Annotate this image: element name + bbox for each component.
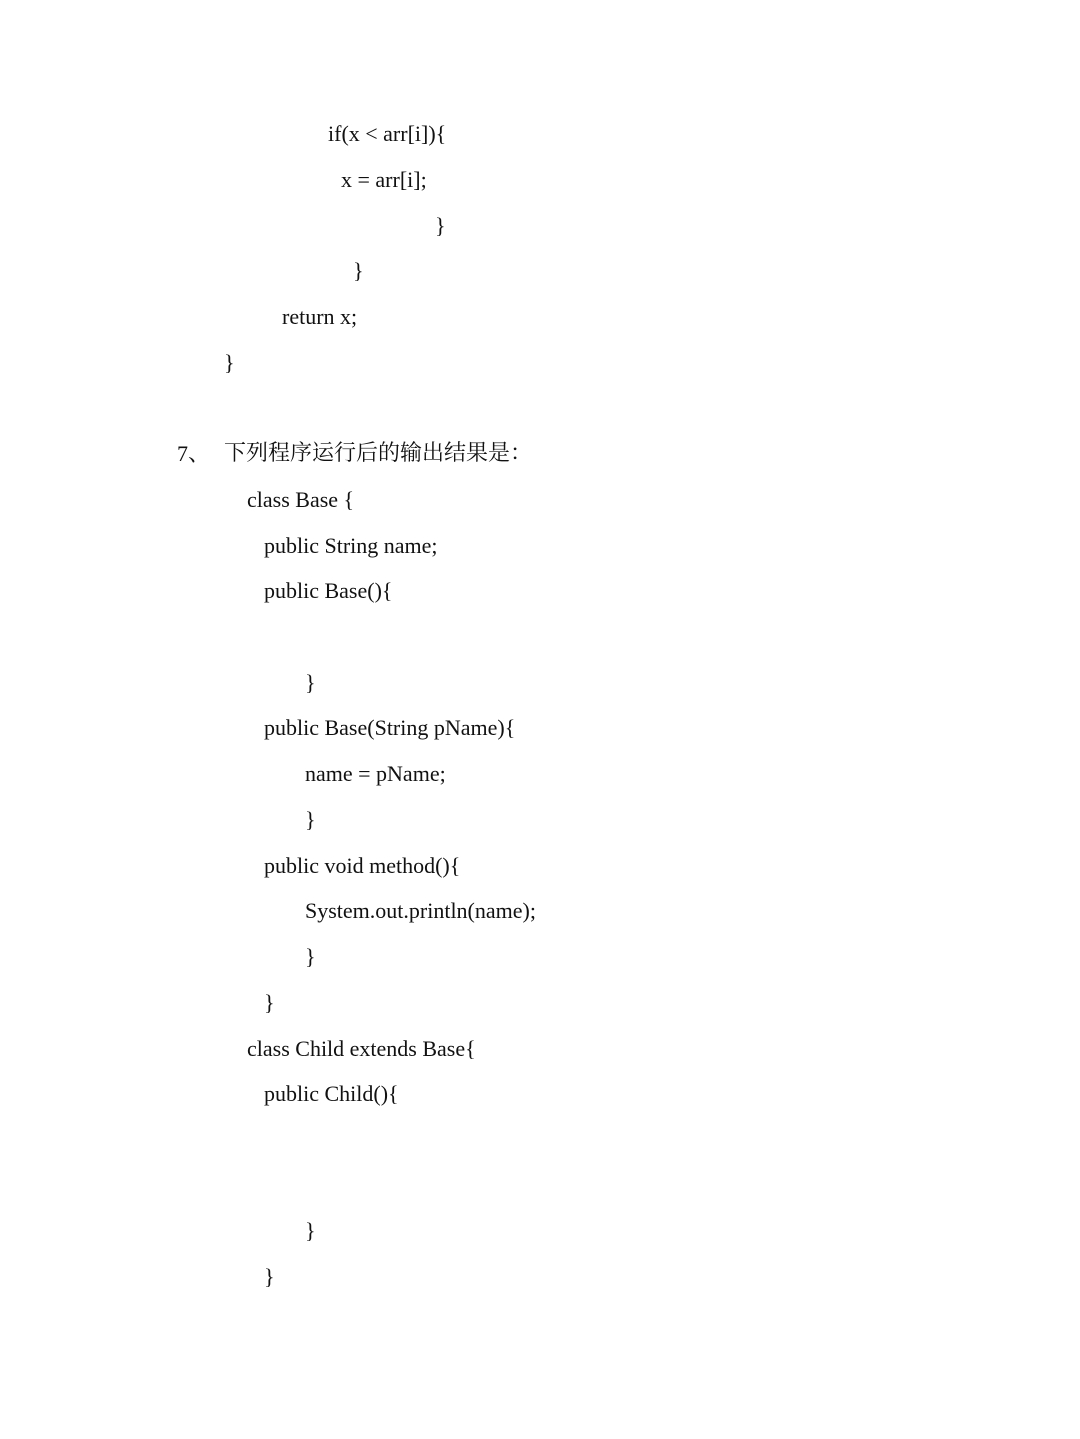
- code-line: class Child extends Base{: [247, 1036, 476, 1061]
- code-line: }: [224, 350, 235, 375]
- code-line: }: [264, 990, 275, 1015]
- code-line: return x;: [282, 304, 358, 329]
- code-line: System.out.println(name);: [305, 898, 536, 923]
- code-line: name = pName;: [305, 761, 446, 786]
- code-line: x = arr[i];: [341, 167, 427, 192]
- code-line: }: [353, 258, 364, 283]
- code-line: }: [435, 213, 446, 238]
- code-line: }: [305, 1218, 316, 1243]
- code-line: if(x < arr[i]){: [328, 121, 447, 146]
- question-number: 7、: [177, 441, 211, 466]
- question-text: 下列程序运行后的输出结果是：: [224, 441, 533, 466]
- code-line: }: [305, 670, 316, 695]
- code-line: }: [305, 807, 316, 832]
- code-line: public Child(){: [264, 1081, 399, 1106]
- code-line: }: [264, 1264, 275, 1289]
- code-line: public String name;: [264, 533, 438, 558]
- code-line: class Base {: [247, 487, 355, 512]
- code-line: public Base(String pName){: [264, 715, 516, 740]
- code-line: }: [305, 944, 316, 969]
- code-line: public Base(){: [264, 578, 393, 603]
- code-line: public void method(){: [264, 853, 461, 878]
